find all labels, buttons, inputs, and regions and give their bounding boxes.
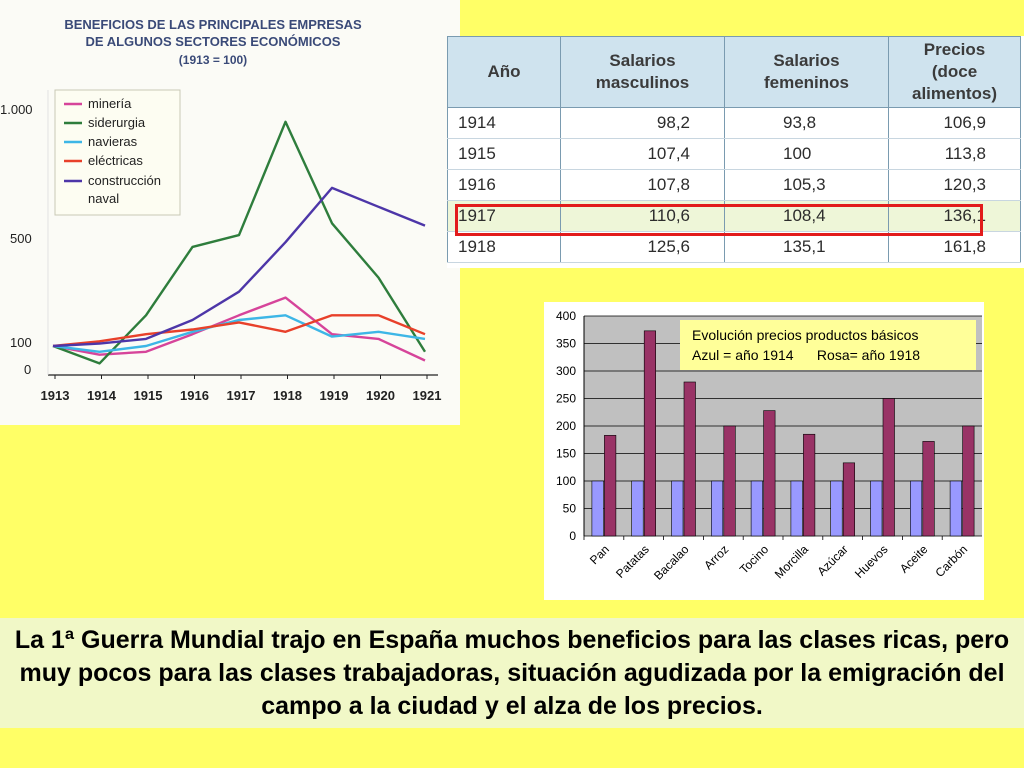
bar-x-tick-group <box>584 536 970 583</box>
x-tick-label: 1917 <box>226 388 256 403</box>
header-female-label-2: femeninos <box>763 73 850 92</box>
bar-1918-Tocino <box>764 411 776 536</box>
x-tick-label: Carbón <box>932 542 971 580</box>
legend-label-navieras: navieras <box>88 134 138 149</box>
cell-female: 108,4 <box>725 201 889 232</box>
line-chart-subtitle: (1913 = 100) <box>178 53 248 67</box>
bar-1914-Tocino <box>751 481 763 536</box>
x-tick-label: Morcilla <box>771 542 812 582</box>
header-year-label: Año <box>487 62 521 81</box>
header-female-label-1: Salarios <box>773 51 840 70</box>
cell-male: 107,8 <box>561 170 725 201</box>
line-chart-title-1: BENEFICIOS DE LAS PRINCIPALES EMPRESAS <box>64 17 362 32</box>
y-tick-label: 150 <box>555 446 576 461</box>
bar-1918-Bacalao <box>684 382 696 536</box>
bar-y-tick-group <box>556 309 576 543</box>
x-tick-label: 1914 <box>87 388 116 403</box>
bar-1914-Morcilla <box>791 481 803 536</box>
cell-female: 105,3 <box>725 170 889 201</box>
x-tick-label: Pan <box>587 542 613 568</box>
bar-1914-Aceite <box>910 481 922 536</box>
table-row <box>448 108 1021 139</box>
cell-prices: 106,9 <box>889 108 1021 139</box>
x-tick-label: Huevos <box>851 542 891 581</box>
legend-label-construccion: construcción <box>88 173 161 188</box>
legend-label-electricas: eléctricas <box>88 153 143 168</box>
bar-1914-Patatas <box>632 481 644 536</box>
header-male-wages <box>561 37 725 108</box>
y-tick-label: 200 <box>555 419 576 433</box>
header-prices <box>889 37 1021 108</box>
cell-prices: 120,3 <box>889 170 1021 201</box>
y-tick-500: 500 <box>10 231 32 246</box>
x-tick-label: 1913 <box>40 388 70 403</box>
bar-1918-Patatas <box>644 331 656 536</box>
header-prices-label-2: (doce alimentos) <box>911 62 998 103</box>
header-female-wages <box>725 37 889 108</box>
bar-1918-Morcilla <box>803 434 815 536</box>
y-tick-0: 0 <box>24 362 32 377</box>
cell-male: 125,6 <box>561 232 725 263</box>
cell-male: 98,2 <box>561 108 725 139</box>
bar-1914-Huevos <box>871 481 883 536</box>
y-tick-label: 300 <box>555 364 576 378</box>
x-tick-label: Tocino <box>736 542 772 577</box>
cell-prices: 161,8 <box>889 232 1021 263</box>
y-tick-label: 250 <box>555 391 576 406</box>
bar-1914-Pan <box>592 481 604 536</box>
x-tick-label: Bacalao <box>651 542 692 583</box>
bar-1918-Carbón <box>963 426 975 536</box>
cell-year: 1915 <box>448 139 561 170</box>
line-chart-svg <box>0 0 460 425</box>
header-prices-label-1: Precios <box>923 40 986 59</box>
legend-label-mineria: minería <box>88 96 132 111</box>
legend-label-construccion-2: naval <box>88 191 120 206</box>
table-row <box>448 232 1021 263</box>
x-tick-label: 1918 <box>273 388 302 403</box>
y-tick-label: 50 <box>562 501 576 516</box>
bar-chart-title: Evolución precios productos básicos <box>692 327 919 343</box>
bar-1918-Huevos <box>883 399 895 537</box>
bar-1918-Arroz <box>724 426 736 536</box>
cell-year: 1918 <box>448 232 561 263</box>
legend-label-siderurgia: siderurgia <box>88 115 146 130</box>
highlight-1917-box <box>455 204 983 236</box>
prices-bar-chart <box>544 302 984 600</box>
y-tick-label: 350 <box>555 336 576 351</box>
caption-text: La 1ª Guerra Mundial trajo en España muchos beneficios para las clases ricas, pero muy pocos para las clases trabajadoras, situación agudizada por la emigración del campo a la ciudad y el alza de los precios. <box>0 618 1024 728</box>
cell-male: 107,4 <box>561 139 725 170</box>
bar-chart-svg <box>544 302 984 600</box>
table-row <box>448 170 1021 201</box>
x-tick-label: 1916 <box>180 388 209 403</box>
x-tick-label: Aceite <box>896 542 931 576</box>
bar-chart-legend-note: Azul = año 1914 Rosa= año 1918 <box>692 347 921 363</box>
y-tick-label: 400 <box>555 309 576 323</box>
x-tick-label: 1915 <box>133 388 163 403</box>
cell-male: 110,6 <box>561 201 725 232</box>
x-tick-label: Arroz <box>701 542 732 573</box>
x-tick-label: 1920 <box>366 388 395 403</box>
y-tick-label: 100 <box>555 474 576 488</box>
bar-1914-Arroz <box>711 481 723 536</box>
bar-1914-Bacalao <box>672 481 684 536</box>
cell-female: 135,1 <box>725 232 889 263</box>
table-row <box>448 139 1021 170</box>
cell-prices: 113,8 <box>889 139 1021 170</box>
series-line-navieras <box>53 315 425 352</box>
y-tick-1000: 1.000 <box>0 102 33 117</box>
cell-year: 1917 <box>448 201 561 232</box>
profits-line-chart <box>0 0 460 425</box>
cell-year: 1916 <box>448 170 561 201</box>
cell-year: 1914 <box>448 108 561 139</box>
line-chart-title-2: DE ALGUNOS SECTORES ECONÓMICOS <box>85 34 341 49</box>
x-tick-label: Azúcar <box>814 542 851 579</box>
table-header-row <box>448 37 1021 108</box>
header-male-label-2: masculinos <box>595 73 690 92</box>
bar-1914-Carbón <box>950 481 962 536</box>
line-x-tick-group <box>41 375 442 403</box>
cell-female: 100 <box>725 139 889 170</box>
bar-1918-Aceite <box>923 441 935 536</box>
cell-female: 93,8 <box>725 108 889 139</box>
bar-1918-Pan <box>604 435 616 536</box>
y-tick-label: 0 <box>569 529 576 543</box>
header-male-label-1: Salarios <box>609 51 676 70</box>
y-tick-100: 100 <box>10 335 32 350</box>
x-tick-label: 1919 <box>319 388 349 403</box>
bar-1918-Azúcar <box>843 463 855 536</box>
header-year <box>448 37 561 108</box>
x-tick-label: 1921 <box>412 388 442 403</box>
cell-prices: 136,1 <box>889 201 1021 232</box>
bar-1914-Azúcar <box>831 481 843 536</box>
x-tick-label: Patatas <box>613 542 652 581</box>
